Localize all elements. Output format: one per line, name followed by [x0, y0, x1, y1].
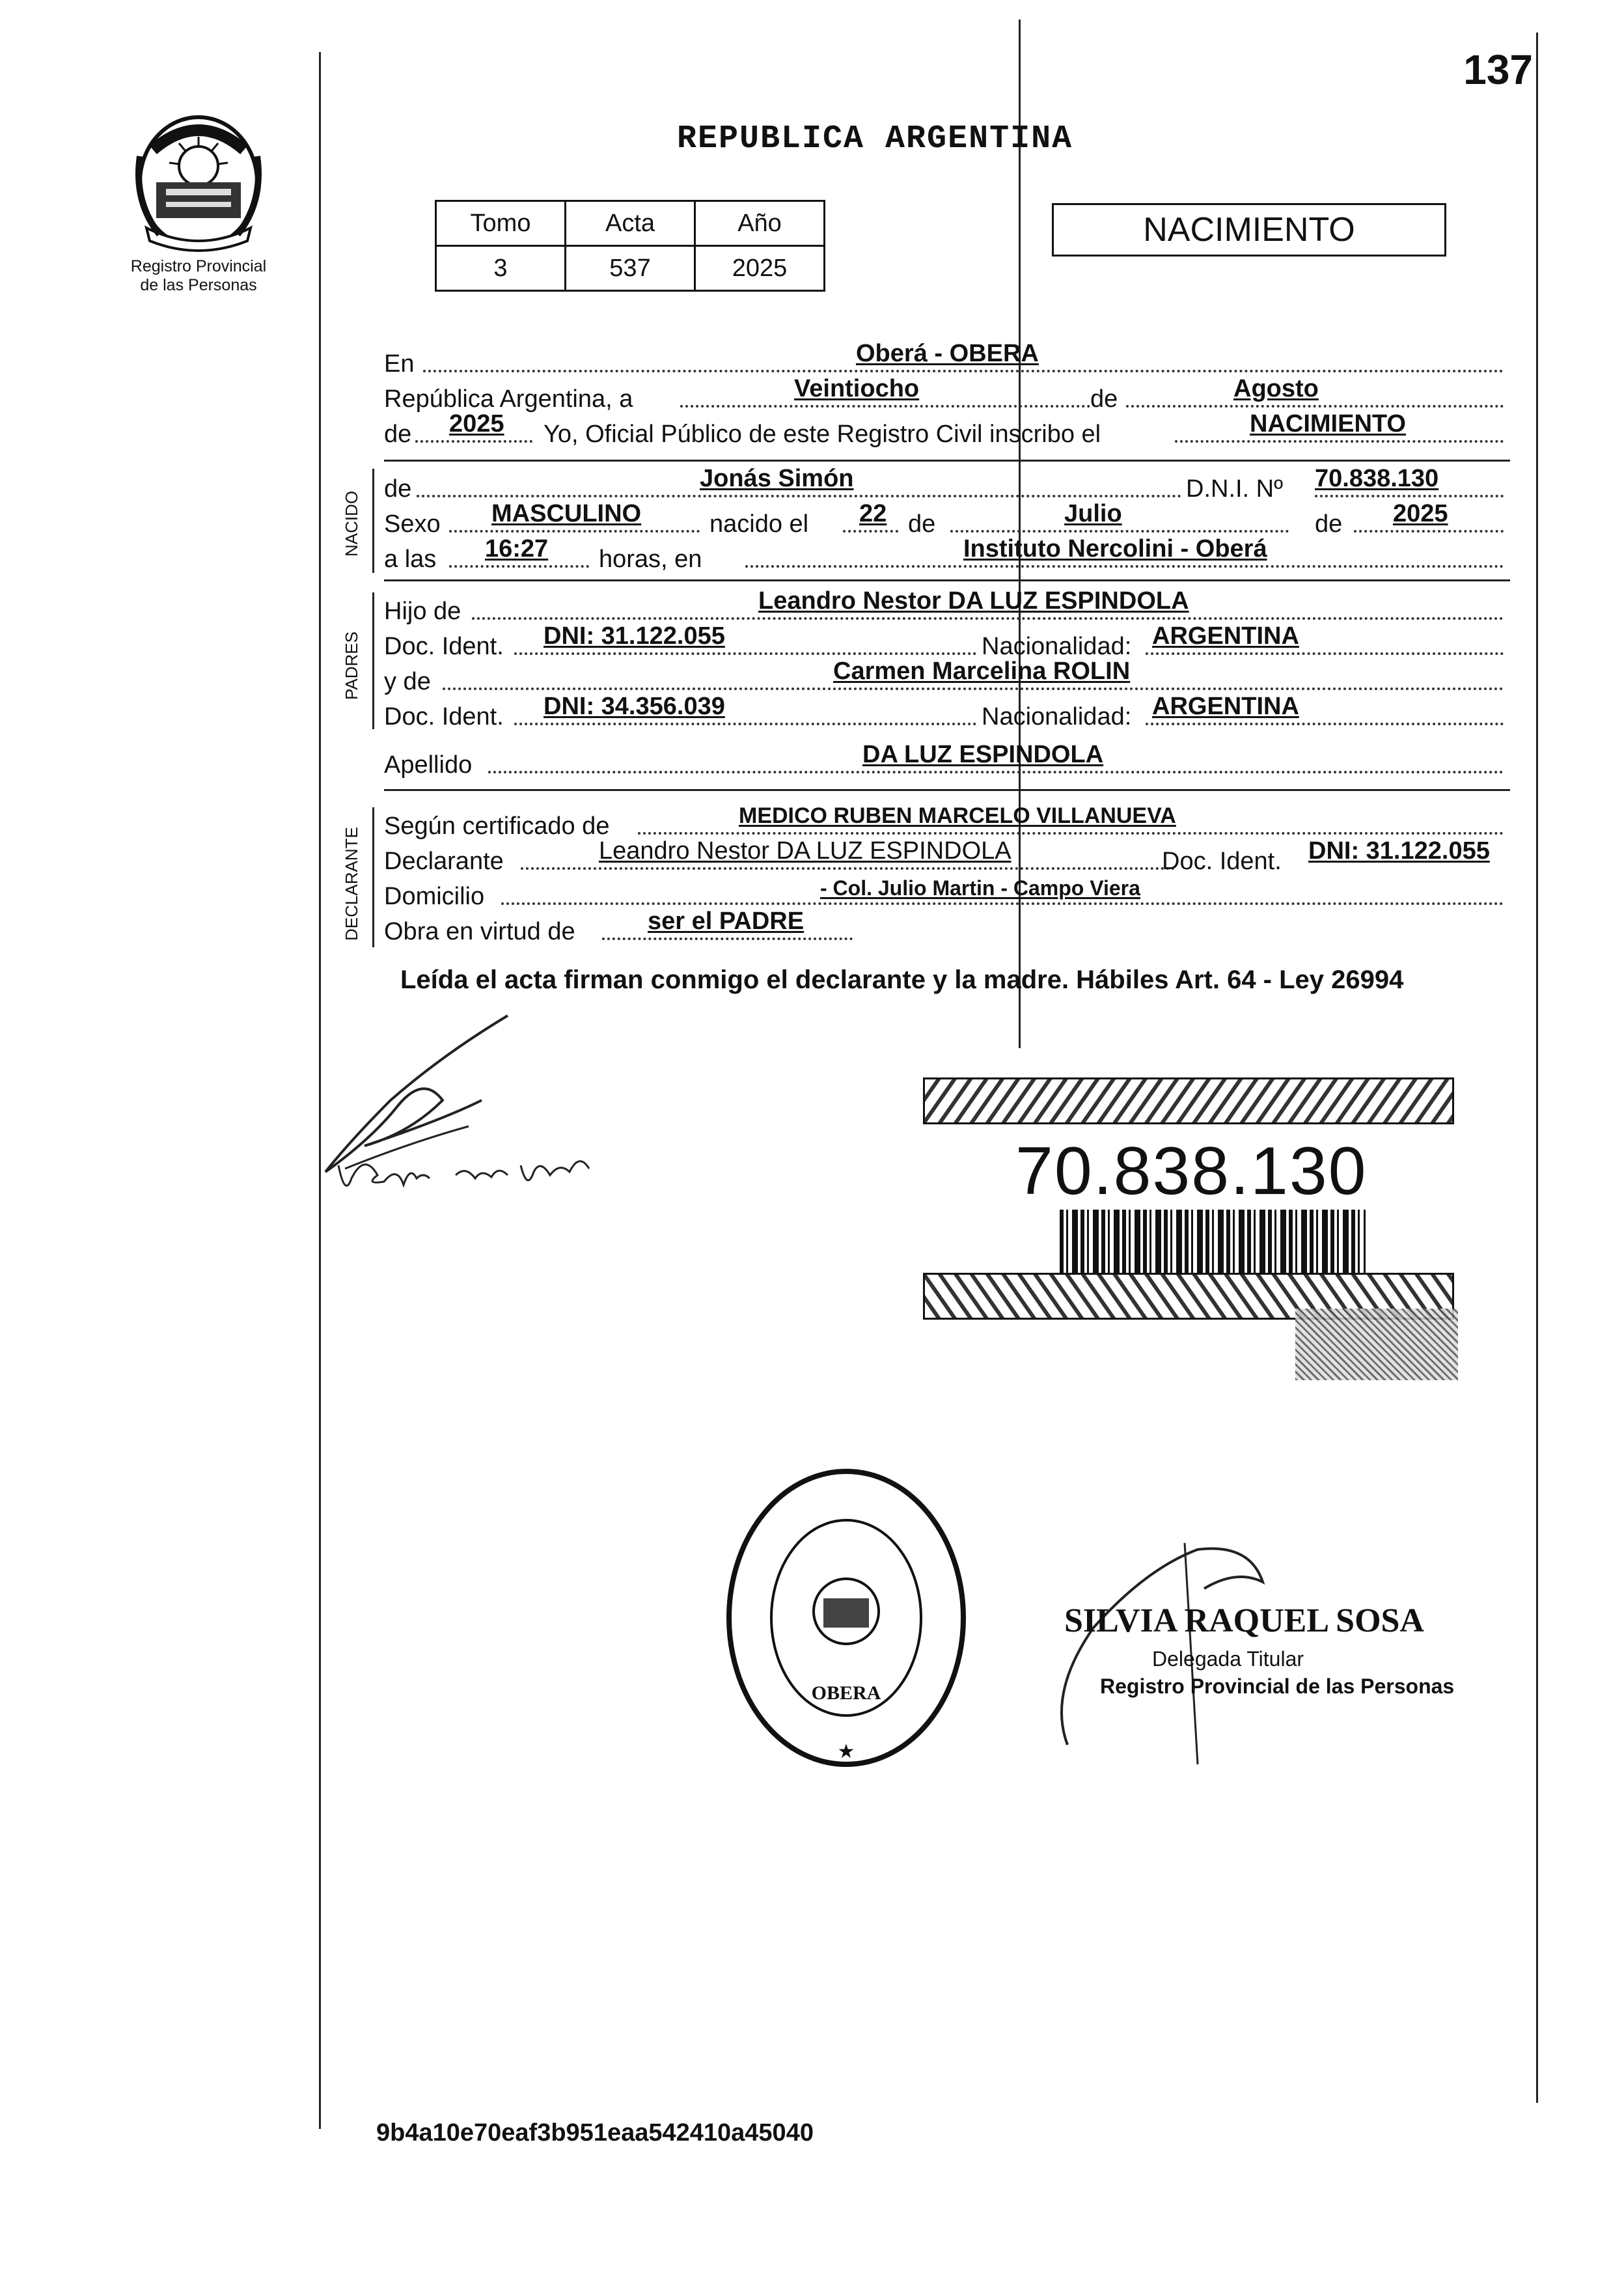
label-mother-doc: Doc. Ident. — [384, 703, 504, 730]
label-inscribo: Yo, Oficial Público de este Registro Civil inscribo el — [544, 421, 1101, 448]
row-apellido — [384, 741, 1510, 780]
signature-org: Registro Provincial de las Personas — [1100, 1674, 1455, 1698]
value-father-name: Leandro Nestor DA LUZ ESPINDOLA — [758, 587, 1189, 615]
label-mother-nationality: Nacionalidad: — [982, 703, 1132, 730]
official-seal-icon — [723, 1465, 970, 1771]
act-type-box: NACIMIENTO — [1052, 203, 1446, 257]
label-domicilio: Domicilio — [384, 883, 485, 910]
value-birth-day: 22 — [859, 500, 887, 527]
label-republica: República Argentina, a — [384, 385, 633, 413]
label-sexo: Sexo — [384, 510, 441, 538]
dni-barcode — [1060, 1210, 1366, 1275]
page-number: 137 — [1463, 46, 1533, 93]
row-domicilio — [384, 878, 1510, 911]
misiones-coat-of-arms-icon — [127, 104, 270, 254]
label-father-doc: Doc. Ident. — [384, 633, 504, 660]
label-nacido-el: nacido el — [709, 510, 809, 538]
row-certificado — [384, 803, 1510, 841]
value-time: 16:27 — [485, 535, 549, 563]
value-sexo: MASCULINO — [491, 500, 642, 527]
provincial-logo — [117, 104, 280, 295]
value-birth-place: Instituto Nercolini - Oberá — [963, 535, 1267, 563]
label-certificado: Según certificado de — [384, 813, 610, 840]
dni-label-number: 70.838.130 — [1015, 1133, 1368, 1209]
page-title: REPUBLICA ARGENTINA — [677, 120, 1073, 158]
dni-label-top-band — [923, 1077, 1454, 1124]
value-father-nationality: ARGENTINA — [1152, 622, 1299, 650]
section-label-declarante: DECLARANTE — [342, 827, 361, 941]
value-certificado: MEDICO RUBEN MARCELO VILLANUEVA — [739, 803, 1176, 828]
row-obra — [384, 908, 1510, 947]
value-domicilio: - Col. Julio Martin - Campo Viera — [820, 876, 1140, 900]
label-y-de: y de — [384, 668, 431, 695]
value-declarante-name: Leandro Nestor DA LUZ ESPINDOLA — [599, 837, 1012, 865]
divider-nacido — [384, 579, 1510, 581]
acta-value-tomo: 3 — [436, 246, 566, 291]
value-obra: ser el PADRE — [648, 908, 805, 935]
label-de-name: de — [384, 475, 412, 503]
row-declarante — [384, 837, 1510, 876]
row-sexo — [384, 500, 1510, 539]
value-birth-month: Julio — [1064, 500, 1122, 527]
row-father-doc — [384, 622, 1510, 661]
mother-signature-icon — [325, 1139, 599, 1217]
value-day-words: Veintiocho — [794, 375, 920, 402]
seal-city-text: OBERA — [811, 1682, 881, 1704]
row-hijo-de — [384, 587, 1510, 626]
label-declarante-doc: Doc. Ident. — [1162, 848, 1282, 875]
section-bar-declarante — [372, 807, 374, 947]
row-y-de — [384, 658, 1510, 697]
signature-role: Delegada Titular — [1152, 1647, 1304, 1671]
label-en: En — [384, 350, 415, 378]
closing-text: Leída el acta firman conmigo el declarante y la madre. Hábiles Art. 64 - Ley 26994 — [400, 965, 1404, 994]
row-hora — [384, 535, 1510, 574]
row-nacido-name — [384, 465, 1510, 504]
value-mother-doc: DNI: 34.356.039 — [544, 693, 725, 720]
acta-header-anio: Año — [695, 201, 825, 246]
value-place: Oberá - OBERA — [856, 340, 1039, 367]
divider-apellido — [384, 789, 1510, 791]
value-month: Agosto — [1233, 375, 1319, 402]
svg-text:★: ★ — [837, 1741, 855, 1762]
value-child-dni: 70.838.130 — [1315, 465, 1439, 492]
row-republica — [384, 375, 1510, 414]
section-bar-nacido — [372, 469, 374, 573]
value-year: 2025 — [449, 410, 504, 438]
row-en — [384, 340, 1510, 379]
row-year — [384, 410, 1510, 449]
acta-table — [435, 200, 825, 292]
label-de-year2: de — [1315, 510, 1343, 538]
row-mother-doc — [384, 693, 1510, 732]
value-apellido: DA LUZ ESPINDOLA — [862, 741, 1104, 768]
value-mother-nationality: ARGENTINA — [1152, 693, 1299, 720]
label-hijo-de: Hijo de — [384, 598, 461, 625]
right-edge-line — [1536, 33, 1538, 2103]
acta-header-acta: Acta — [566, 201, 695, 246]
label-de: de — [1090, 385, 1118, 413]
label-father-nationality: Nacionalidad: — [982, 633, 1132, 660]
label-horas-en: horas, en — [599, 546, 702, 573]
value-act-kind: NACIMIENTO — [1250, 410, 1406, 438]
label-de-month: de — [908, 510, 936, 538]
label-obra: Obra en virtud de — [384, 918, 575, 945]
value-declarante-doc: DNI: 31.122.055 — [1308, 837, 1490, 865]
section-label-nacido: NACIDO — [342, 490, 361, 557]
section-bar-padres — [372, 592, 374, 729]
label-de-year: de — [384, 421, 412, 448]
label-dni: D.N.I. Nº — [1186, 475, 1283, 503]
label-a-las: a las — [384, 546, 437, 573]
logo-caption: Registro Provincial de las Personas — [130, 257, 267, 294]
document-hash: 9b4a10e70eaf3b951eaa542410a45040 — [376, 2119, 814, 2146]
divider-intro — [384, 460, 1510, 462]
label-apellido: Apellido — [384, 751, 473, 779]
value-mother-name: Carmen Marcelina ROLIN — [833, 658, 1131, 685]
value-child-name: Jonás Simón — [700, 465, 854, 492]
acta-value-anio: 2025 — [695, 246, 825, 291]
acta-header-tomo: Tomo — [436, 201, 566, 246]
value-birth-year: 2025 — [1393, 500, 1448, 527]
signature-name: SILVIA RAQUEL SOSA — [1064, 1602, 1424, 1639]
hologram-patch — [1295, 1309, 1458, 1380]
value-father-doc: DNI: 31.122.055 — [544, 622, 725, 650]
section-label-padres: PADRES — [342, 632, 361, 700]
acta-value-acta: 537 — [566, 246, 695, 291]
label-declarante: Declarante — [384, 848, 504, 875]
